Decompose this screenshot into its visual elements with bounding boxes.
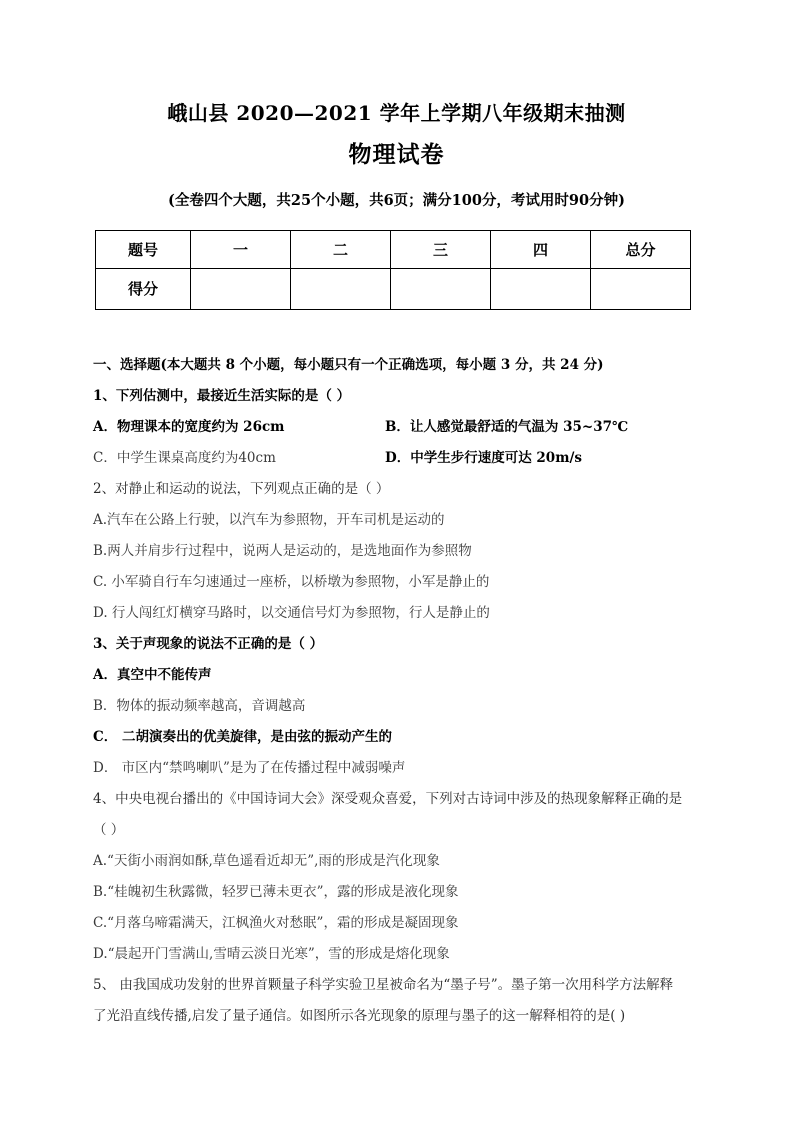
score-input-section-3[interactable] [391, 268, 491, 309]
subject-title: 物理试卷 [348, 141, 445, 168]
question-1-options-row-cd [93, 443, 715, 474]
question-2-option-d[interactable]: D. 行人闯红灯横穿马路时，以交通信号灯为参照物，行人是静止的 [93, 604, 490, 621]
question-2-option-c[interactable]: C. 小军骑自行车匀速通过一座桥，以桥墩为参照物，小军是静止的 [93, 573, 490, 590]
score-input-section-1[interactable] [191, 268, 291, 309]
question-1-options-row-ab [93, 412, 715, 443]
score-input-section-2[interactable] [291, 268, 391, 309]
score-table-cell-section-2: 二 [291, 230, 391, 268]
table-row-scores [96, 268, 691, 309]
question-4-option-d[interactable]: D.“晨起开门雪满山,雪晴云淡日光寒”，雪的形成是熔化现象 [93, 945, 450, 962]
question-5-stem: 5、 由我国成功发射的世界首颗量子科学实验卫星被命名为“墨子号”。墨子第一次用科学方法解释 [93, 976, 674, 993]
question-4 [93, 784, 715, 970]
score-table [95, 230, 691, 310]
question-3-option-d[interactable]: D． 市区内“禁鸣喇叭”是为了在传播过程中减弱噪声 [93, 759, 406, 776]
score-table-cell-section-1: 一 [191, 230, 291, 268]
question-4-option-b[interactable]: B.“桂魄初生秋露微，轻罗已薄未更衣”，露的形成是液化现象 [93, 883, 459, 900]
exam-content [0, 350, 793, 1032]
exam-info-line: (全卷四个大题，共25个小题，共6页；满分100分，考试用时90分钟) [168, 191, 625, 209]
score-table-row-label-header: 题号 [96, 230, 191, 268]
section-heading-multiple-choice: 一、选择题(本大题共 8 个小题，每小题只有一个正确选项，每小题 3 分，共 24 分) [93, 356, 604, 373]
question-1-option-d[interactable]: D．中学生步行速度可达 20m/s [385, 449, 583, 466]
question-3-option-c[interactable]: C． 二胡演奏出的优美旋律，是由弦的振动产生的 [93, 728, 392, 745]
question-4-option-c[interactable]: C.“月落乌啼霜满天，江枫渔火对愁眠”，霜的形成是凝固现象 [93, 914, 459, 931]
score-input-section-4[interactable] [491, 268, 591, 309]
question-4-answer-blank: （ ） [93, 821, 125, 838]
table-row-question-numbers [96, 230, 691, 268]
question-4-stem: 4、中央电视台播出的《中国诗词大会》深受观众喜爱，下列对古诗词中涉及的热现象解释正确的是 [93, 790, 683, 807]
question-2-stem: 2、对静止和运动的说法，下列观点正确的是（ ） [93, 480, 390, 497]
question-1-option-c[interactable]: C．中学生课桌高度约为40cm [93, 449, 276, 466]
question-5 [93, 970, 715, 1032]
score-table-cell-total: 总分 [591, 230, 691, 268]
question-1-option-a[interactable]: A．物理课本的宽度约为 26cm [93, 418, 285, 435]
page-title: 峨山县 2020—2021 学年上学期八年级期末抽测 [167, 101, 626, 125]
score-table-cell-section-4: 四 [491, 230, 591, 268]
question-5-stem-continued: 了光沿直线传播,启发了量子通信。如图所示各光现象的原理与墨子的这一解释相符的是( ) [93, 1007, 626, 1024]
question-3-stem: 3、关于声现象的说法不正确的是（ ） [93, 635, 324, 652]
score-table-row-label-scores: 得分 [96, 268, 191, 309]
question-3-option-b[interactable]: B．物体的振动频率越高，音调越高 [93, 697, 306, 714]
question-3 [93, 629, 715, 784]
question-2-option-b[interactable]: B.两人并肩步行过程中，说两人是运动的，是选地面作为参照物 [93, 542, 472, 559]
document-header [0, 0, 793, 210]
score-input-total[interactable] [591, 268, 691, 309]
question-2-option-a[interactable]: A.汽车在公路上行驶，以汽车为参照物，开车司机是运动的 [93, 511, 445, 528]
question-4-option-a[interactable]: A.“天街小雨润如酥,草色遥看近却无”,雨的形成是汽化现象 [93, 852, 440, 869]
question-1-option-b[interactable]: B．让人感觉最舒适的气温为 35~37℃ [385, 418, 629, 435]
question-1-stem: 1、下列估测中，最接近生活实际的是（ ） [93, 387, 351, 404]
question-3-option-a[interactable]: A．真空中不能传声 [93, 666, 212, 683]
score-table-container [0, 230, 793, 310]
score-table-cell-section-3: 三 [391, 230, 491, 268]
question-1 [93, 381, 715, 474]
question-2 [93, 474, 715, 629]
